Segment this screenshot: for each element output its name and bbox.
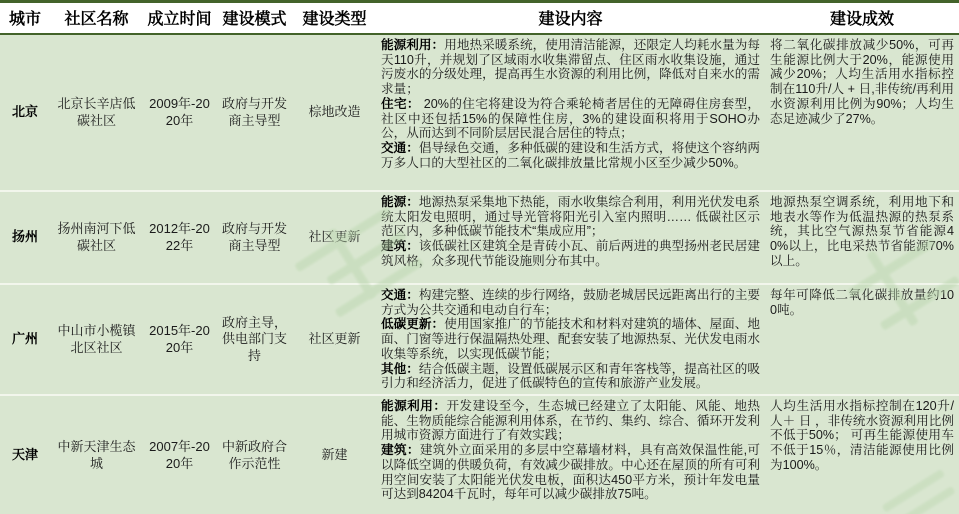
cell-content [376,284,765,395]
cell-content [376,395,765,514]
cell-type: 社区更新 [293,191,376,284]
content-segment [381,195,760,239]
cell-community: 中山市小榄镇北区社区 [50,284,143,395]
content-segment [381,141,760,170]
table-row-tianjin [0,395,959,514]
content-segment [381,399,760,443]
content-segment-label: 建筑： [381,443,420,458]
cell-results: 每年可降低二氧化碳排放量约100吨。 [765,284,959,395]
content-segment-label: 能源利用： [381,399,447,413]
cell-type: 社区更新 [293,284,376,395]
cell-results: 将二氧化碳排放减少50%，可再生能源比例大于20%，能源使用减少20%；人均生活用水指标控制在110升/人 + 日,非传统/再利用水资源利用比例为90%；人均生态足迹减少了27%。 [765,34,959,191]
content-segment [381,288,760,317]
table-row-beijing [0,34,959,191]
cell-content [376,191,765,284]
table-body [0,34,959,514]
content-segment-label: 建筑： [381,239,419,254]
cell-mode: 政府主导，供电部门支持 [216,284,293,395]
content-segment-text: 用地热采暖系统，使用清洁能源，还限定人均耗水量为每天110升，并规划了区域雨水收集滞留点、住区雨水收集设施，通过污废水的分级处理，提高再生水资源的利用比例，降低对自来水的需求量； [381,38,761,97]
content-segment-text: 建筑外立面采用的多层中空幕墙材料，具有高效保温性能,可以降低空调的供暖负荷，有效减少碳排放。中心还在屋顶的所有可利用空间安装了太阳能光伏发电板，面积达450平方米，预计年发电量可达到84204千瓦时，每年可以减少碳排放75吨。 [381,443,761,502]
table-row-yangzhou [0,191,959,284]
header-row [0,2,959,35]
header-city: 城市 [0,2,50,35]
cell-type: 棕地改造 [293,34,376,191]
content-segment-text: 该低碳社区建筑全是青砖小瓦、前后两进的典型扬州老民居建筑风格，众多现代节能设施则分布其中。 [381,239,761,268]
table-header [0,2,959,35]
content-segment [381,443,760,502]
content-segment-text: 倡导绿色交通，多种低碳的建设和生活方式，将使这个容纳两万多人口的大型社区的二氧化碳排放量比常规小区至少减少50%。 [381,141,761,170]
cell-results: 人均生活用水指标控制在120升/人＋ 日 ，非传统水资源利用比例不低于50%； 可再生能源使用车不低于15％，清洁能源使用比例为100%。 [765,395,959,514]
table-row-guangzhou [0,284,959,395]
cell-city: 北京 [0,34,50,191]
cell-period: 2007年-2020年 [143,395,216,514]
header-community: 社区名称 [50,2,143,35]
content-segment-text: 开发建设至今，生态城已经建立了太阳能、风能、地热能、生物质能综合能源利用体系，在节约、集约、综合、循环开发利用城市资源方面进行了有效实践； [381,399,761,443]
header-mode: 建设模式 [216,2,293,35]
cell-period: 2012年-2022年 [143,191,216,284]
cell-period: 2009年-2020年 [143,34,216,191]
content-segment [381,97,760,141]
header-content: 建设内容 [376,2,765,35]
cell-mode: 政府与开发商主导型 [216,191,293,284]
header-results: 建设成效 [765,2,959,35]
content-segment [381,362,760,391]
cell-city: 广州 [0,284,50,395]
cell-period: 2015年-2020年 [143,284,216,395]
content-segment-label: 能源： [381,195,419,209]
content-segment-text: 构建完整、连续的步行网络，鼓励老城居民远距离出行的主要方式为公共交通和电动自行车； [381,288,761,317]
content-segment-label: 交通： [381,288,419,302]
cell-community: 扬州南河下低碳社区 [50,191,143,284]
content-segment-label: 住宅： [381,96,420,111]
content-segment-text: 地源热泵采集地下热能，雨水收集综合利用，利用光伏发电系统太阳发电照明，通过导光管将阳光引入室内照明…… 低碳社区示范区内，多种低碳节能技术“集成应用”； [381,195,761,239]
cell-city: 扬州 [0,191,50,284]
cell-community: 中新天津生态城 [50,395,143,514]
content-segment [381,317,760,361]
content-segment-label: 交通： [381,141,419,156]
content-segment-text: 结合低碳主题，设置低碳展示区和青年客栈等，提高社区的吸引力和经济活力，促进了低碳特色的宣传和旅游产业发展。 [381,361,761,391]
cell-results: 地源热泵空调系统，利用地下和地表水等作为低温热源的热泵系统，其比空气源热泵节省能源40%以上，比电采热节省能源70%以上。 [765,191,959,284]
header-period: 成立时间 [143,2,216,35]
content-segment [381,239,760,268]
content-segment-text: 使用国家推广的节能技术和材料对建筑的墙体、屋面、地面、门窗等进行保温隔热处理、配套安装了地源热泵、光伏发电雨水收集等系统，以实现低碳节能； [381,317,761,361]
content-segment [381,38,760,97]
cell-type: 新建 [293,395,376,514]
cell-mode: 中新政府合作示范性 [216,395,293,514]
content-segment-text: 20%的住宅将建设为符合乘轮椅者居住的无障碍住房套型，社区中还包括15%的保障性住房，3%的建设面积将用于SOHO办公，从而达到不同阶层居民混合居住的特点； [381,96,760,141]
cell-mode: 政府与开发商主导型 [216,34,293,191]
cell-city: 天津 [0,395,50,514]
content-segment-label: 能源利用： [381,38,445,52]
header-type: 建设类型 [293,2,376,35]
content-segment-label: 低碳更新： [381,317,445,332]
cell-content [376,34,765,191]
cell-community: 北京长辛店低碳社区 [50,34,143,191]
content-segment-label: 其他： [381,361,419,376]
